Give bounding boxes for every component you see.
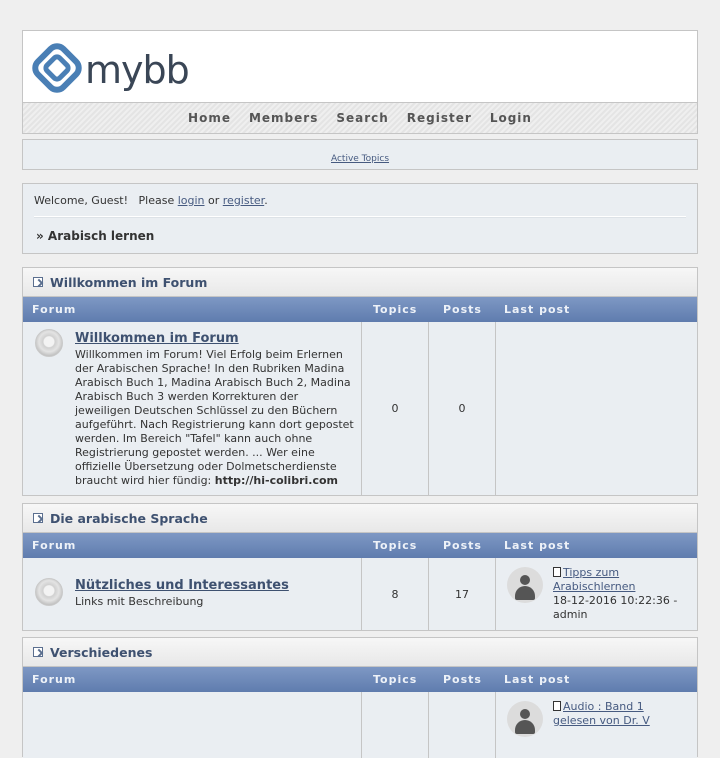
register-link[interactable]: register — [222, 194, 265, 207]
mybb-logo-icon — [31, 42, 83, 94]
topics-count: 0 — [391, 402, 399, 415]
menu-members[interactable]: Members — [248, 111, 319, 125]
col-forum: Forum — [32, 539, 77, 552]
collapse-icon[interactable] — [33, 647, 43, 657]
menu-register[interactable]: Register — [406, 111, 472, 125]
last-post-meta: 18-12-2016 10:22:36 - admin — [553, 594, 678, 621]
document-icon — [553, 567, 561, 577]
forum-row — [23, 558, 697, 630]
forum-description-link[interactable]: http://hi-colibri.com — [214, 474, 338, 487]
col-last-post: Last post — [504, 673, 571, 686]
forum-row — [23, 692, 697, 758]
divider — [34, 216, 686, 218]
menu-home[interactable]: Home — [188, 111, 231, 125]
forum-title-link[interactable]: Nützliches und Interessantes — [75, 578, 289, 593]
active-topics-link[interactable]: Active Topics — [330, 154, 390, 164]
document-icon — [553, 701, 561, 711]
category-title[interactable]: Die arabische Sprache — [50, 511, 208, 526]
col-topics: Topics — [373, 673, 418, 686]
col-topics: Topics — [373, 539, 418, 552]
welcome-panel — [22, 183, 698, 254]
col-posts: Posts — [443, 303, 482, 316]
forum-description — [75, 348, 355, 488]
logo-text: mybb — [85, 48, 189, 92]
column-header — [23, 297, 697, 322]
col-forum: Forum — [32, 303, 77, 316]
forum-title-link[interactable]: Willkommen im Forum — [75, 331, 239, 346]
breadcrumb[interactable]: » Arabisch lernen — [36, 229, 155, 243]
col-posts: Posts — [443, 539, 482, 552]
category-title[interactable]: Verschiedenes — [50, 645, 153, 660]
forum-header — [22, 30, 698, 134]
forum-status-icon — [35, 329, 63, 357]
col-last-post: Last post — [504, 539, 571, 552]
last-post-meta[interactable]: gelesen von Dr. V — [553, 714, 650, 727]
welcome-message — [34, 194, 268, 207]
category-header[interactable] — [23, 638, 697, 667]
category-header[interactable] — [23, 504, 697, 533]
last-post-link[interactable]: Tipps zum Arabischlernen — [553, 566, 636, 593]
posts-count: 0 — [458, 402, 466, 415]
col-posts: Posts — [443, 673, 482, 686]
last-post — [553, 700, 693, 728]
login-link[interactable]: login — [177, 194, 205, 207]
avatar[interactable] — [507, 701, 543, 737]
last-post — [553, 566, 693, 622]
category-arabische-sprache — [22, 503, 698, 631]
last-post-link[interactable]: Audio : Band 1 — [563, 700, 644, 713]
category-title[interactable]: Willkommen im Forum — [50, 275, 208, 290]
column-header — [23, 667, 697, 692]
collapse-icon[interactable] — [33, 277, 43, 287]
posts-count: 17 — [455, 588, 469, 601]
forum-row — [23, 322, 697, 495]
col-topics: Topics — [373, 303, 418, 316]
category-header[interactable] — [23, 268, 697, 297]
column-header — [23, 533, 697, 558]
welcome-period: . — [264, 194, 268, 207]
col-last-post: Last post — [504, 303, 571, 316]
category-verschiedenes — [22, 637, 698, 757]
forum-description: Links mit Beschreibung — [75, 595, 204, 608]
menu-login[interactable]: Login — [489, 111, 532, 125]
welcome-text: Welcome, Guest! Please — [34, 194, 175, 207]
mybb-logo[interactable] — [31, 41, 189, 95]
avatar[interactable] — [507, 567, 543, 603]
active-topics-bar — [22, 139, 698, 170]
menu-search[interactable]: Search — [336, 111, 389, 125]
topics-count: 8 — [391, 588, 399, 601]
welcome-or: or — [208, 194, 220, 207]
col-forum: Forum — [32, 673, 77, 686]
category-willkommen — [22, 267, 698, 496]
forum-description-text: Willkommen im Forum! Viel Erfolg beim Erlernen der Arabischen Sprache! In den Rubriken Madina Arabisch Buch 1, Madina Arabisch Buch 2, Madina Arabisch Buch 3 werden Korrekturen der jeweiligen Deutschen Schlüssel zu den Büchern aufgeführt. Nach Registrierung kann dort gepostet werden. Im Bereich "Tafel" kann auch ohne Registrierung gepostet werden. ... Wer eine offizielle Übersetzung oder Dolmetscherdienste braucht wird hier fündig: — [75, 348, 354, 487]
main-menu — [23, 102, 697, 133]
collapse-icon[interactable] — [33, 513, 43, 523]
forum-status-icon — [35, 578, 63, 606]
